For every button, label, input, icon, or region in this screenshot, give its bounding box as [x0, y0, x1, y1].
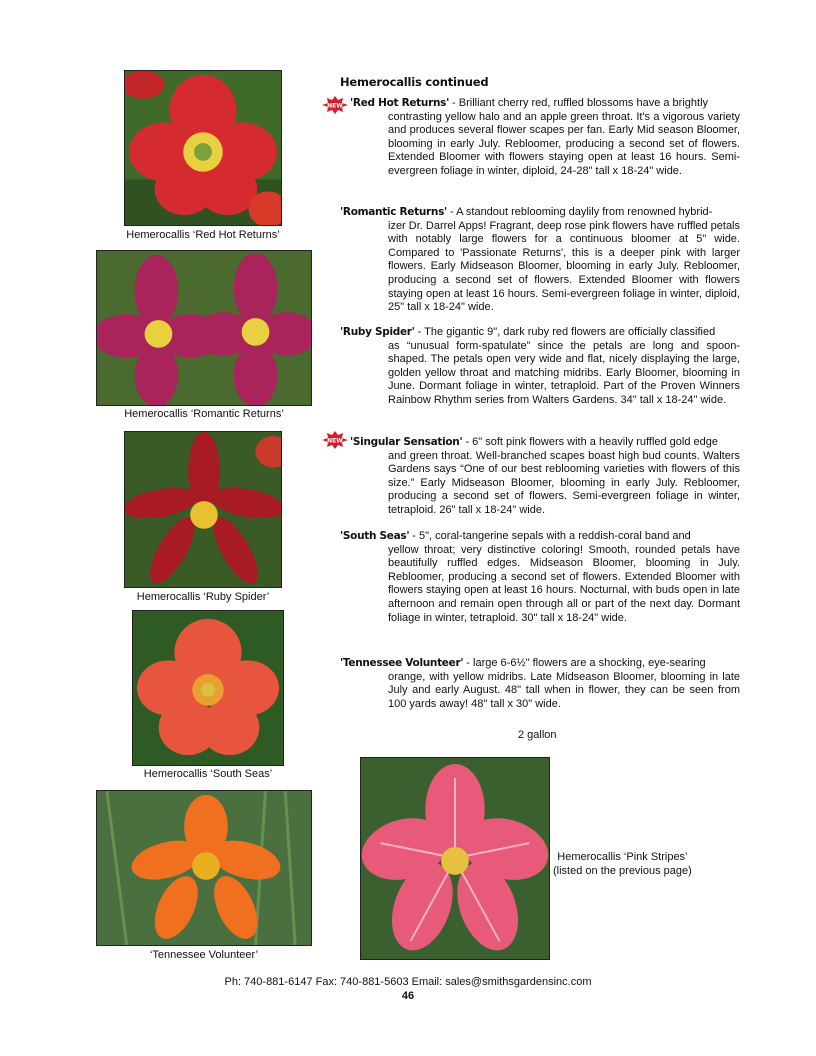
caption-red-hot-returns: Hemerocallis ‘Red Hot Returns’	[126, 229, 280, 241]
photo-south-seas	[132, 610, 284, 766]
section-title: Hemerocallis continued	[340, 75, 489, 89]
entry-description: izer Dr. Darrel Apps! Fragrant, deep rose pink flowers have ruffled petals with notably large flowers for a continuous bloomer at 5" wide. Compared to 'Passionate Returns', this is a deeper pink with larger flowers. Early Midseason Bloomer, blooming in early July. Rebloomer, producing a second set of flowers. Extended Bloomer with flowers staying open at least 16 hours. Semi-evergreen foliage in winter, diploid, 25" tall x 18-24" wide.	[388, 219, 740, 314]
entry-first-line: 'Romantic Returns' - A standout reblooming daylily from renowned hybrid-	[340, 206, 713, 218]
entry-name: 'Ruby Spider'	[340, 326, 415, 338]
photo-pink-stripes	[360, 757, 550, 960]
entry-description: orange, with yellow midribs. Late Midseason Bloomer, blooming in late July and early August. 48" tall when in flower, they can be seen from 100 yards away! 48" tall x 30" wide.	[388, 670, 740, 710]
entry-first-line: 'South Seas' - 5", coral-tangerine sepals with a reddish-coral band and	[340, 530, 691, 542]
caption-south-seas: Hemerocallis ‘South Seas’	[143, 768, 273, 780]
entry-singular-sensation	[350, 436, 740, 518]
entry-description: and green throat. Well-branched scapes boast high bud counts. Walters Gardens says “One of our best reblooming varieties with flowers of this size.” Early Midseason Bloomer, blooming in early July. Rebloomer, producing a second set of flowers. Semi-evergreen foliage in winter, tetraploid. 26" tall x 18-24" wide.	[388, 449, 740, 516]
entry-ruby-spider	[340, 326, 740, 408]
photo-red-hot-returns	[124, 70, 282, 226]
entry-description: yellow throat; very distinctive coloring! Smooth, rounded petals have beautifully ruffled edges. Midseason Bloomer, blooming in July. Rebloomer, producing a second set of flowers. Extended Bloomer with flowers staying open at least 16 hours. Nocturnal, with buds open in late afternoon and remain open through all or part of the next day. Dormant foliage in winter, tetraploid. 30" tall x 18-24" wide.	[388, 543, 740, 624]
new-badge-icon	[322, 96, 348, 114]
entry-description: as “unusual form-spatulate” since the petals are long and spoon-shaped. The petals open very wide and flat, nicely displaying the large, golden yellow throat and matching midribs. Early Bloomer, blooming in June. Dormant foliage in winter, tetraploid. Part of the Proven Winners Rainbow Rhythm series from Walters Gardens. 34" tall x 18-24" wide.	[388, 339, 740, 406]
caption-romantic-returns: Hemerocallis ‘Romantic Returns’	[124, 408, 284, 420]
entry-romantic-returns	[340, 206, 740, 315]
caption-ruby-spider: Hemerocallis ‘Ruby Spider’	[136, 591, 270, 603]
entry-name: 'Singular Sensation'	[350, 436, 463, 448]
photo-ruby-spider	[124, 431, 282, 588]
caption-pink-stripes-name: Hemerocallis ‘Pink Stripes’	[557, 851, 688, 863]
caption-pink-stripes	[553, 850, 692, 878]
container-size-label: 2 gallon	[518, 729, 557, 741]
svg-text:NEW: NEW	[327, 102, 343, 110]
caption-pink-stripes-note: (listed on the previous page)	[553, 865, 692, 877]
caption-tennessee-volunteer: ‘Tennessee Volunteer’	[149, 949, 259, 961]
page-number: 46	[401, 990, 415, 1002]
entry-name: 'Red Hot Returns'	[350, 97, 449, 109]
entry-description: contrasting yellow halo and an apple green throat. It's a vigorous variety and produces several flower scapes per fan. Early Mid season Bloomer, blooming in early July. Rebloomer, producing a second set of flowers. Extended Bloomer with flowers staying open at least 16 hours. Semi-evergreen foliage in winter, diploid, 24-28" tall x 18-24" wide.	[388, 110, 740, 177]
entry-south-seas	[340, 530, 740, 625]
new-badge-icon	[322, 431, 348, 449]
photo-romantic-returns	[96, 250, 312, 406]
entry-first-line: 'Tennessee Volunteer' - large 6-6½" flowers are a shocking, eye-searing	[340, 657, 706, 669]
entry-name: 'Romantic Returns'	[340, 206, 447, 218]
photo-tennessee-volunteer	[96, 790, 312, 946]
footer-contact: Ph: 740-881-6147 Fax: 740-881-5603 Email: sales@smithsgardensinc.com	[224, 976, 592, 988]
entry-first-line: 'Singular Sensation' - 6" soft pink flowers with a heavily ruffled gold edge	[350, 436, 719, 448]
entry-first-line: 'Red Hot Returns' - Brilliant cherry red, ruffled blossoms have a brightly	[350, 97, 709, 109]
entry-tennessee-volunteer	[340, 657, 740, 711]
entry-first-line: 'Ruby Spider' - The gigantic 9", dark ruby red flowers are officially classified	[340, 326, 716, 338]
entry-red-hot-returns	[350, 97, 740, 179]
entry-name: 'South Seas'	[340, 530, 410, 542]
entry-name: 'Tennessee Volunteer'	[340, 657, 464, 669]
svg-text:NEW: NEW	[327, 437, 343, 445]
